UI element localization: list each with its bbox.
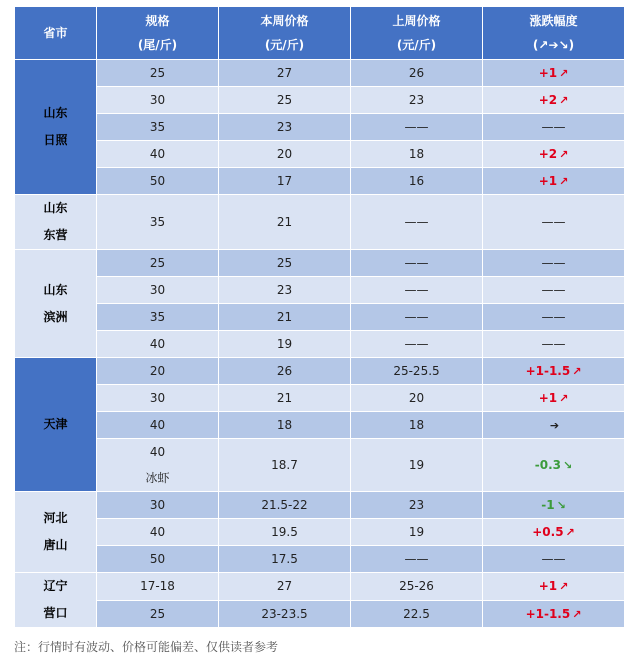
spec-cell <box>97 600 219 628</box>
spec-value: 35 <box>149 310 166 324</box>
region-name-line1: 山东 <box>43 106 68 120</box>
trend-up-icon: ↗ <box>572 365 582 378</box>
change-value: -1 <box>541 498 555 512</box>
this-week-price: 18 <box>219 412 351 439</box>
change-cell <box>483 277 625 304</box>
header-this-week-label: 本周价格 <box>260 14 309 28</box>
spec-value: 30 <box>149 93 166 107</box>
change-cell <box>483 168 625 195</box>
this-week-price: 27 <box>219 573 351 601</box>
header-change-unit: (↗➔↘) <box>532 38 575 52</box>
change-cell <box>483 60 625 87</box>
table-row <box>15 385 625 412</box>
spec-value: 40 <box>149 418 166 432</box>
table-row <box>15 519 625 546</box>
change-cell <box>483 439 625 492</box>
spec-cell <box>97 385 219 412</box>
spec-value: 25 <box>149 256 166 270</box>
table-row <box>15 250 625 277</box>
trend-up-icon: ↗ <box>572 607 582 621</box>
spec-value: 50 <box>149 174 166 188</box>
header-change <box>483 7 625 60</box>
last-week-price: 19 <box>351 439 483 492</box>
change-value: —— <box>541 337 566 351</box>
table-row <box>15 304 625 331</box>
this-week-price: 26 <box>219 358 351 385</box>
spec-value: 35 <box>149 120 166 134</box>
header-this-week <box>219 7 351 60</box>
change-value: +2 <box>538 93 558 107</box>
this-week-price: 23 <box>219 114 351 141</box>
this-week-price: 21 <box>219 195 351 250</box>
spec-value: 30 <box>149 391 166 405</box>
this-week-price: 25 <box>219 250 351 277</box>
price-table <box>14 6 625 628</box>
header-spec-label: 规格 <box>145 14 170 28</box>
this-week-price: 18.7 <box>219 439 351 492</box>
this-week-price: 21 <box>219 304 351 331</box>
table-row <box>15 195 625 250</box>
change-cell <box>483 546 625 573</box>
spec-cell <box>97 546 219 573</box>
table-row <box>15 573 625 601</box>
change-cell <box>483 519 625 546</box>
change-value: +2 <box>538 147 558 161</box>
this-week-price: 17.5 <box>219 546 351 573</box>
region-name-line1: 河北 <box>43 511 68 525</box>
this-week-price: 21 <box>219 385 351 412</box>
change-value: —— <box>541 215 566 229</box>
trend-up-icon: ↗ <box>559 94 569 107</box>
change-cell <box>483 114 625 141</box>
spec-value: 35 <box>149 215 166 229</box>
region-name-line1: 山东 <box>43 201 68 215</box>
spec-cell <box>97 60 219 87</box>
header-last-week-label: 上周价格 <box>392 14 441 28</box>
spec-value: 30 <box>149 283 166 297</box>
table-row <box>15 546 625 573</box>
table-row <box>15 60 625 87</box>
footnote: 注：行情时有波动、价格可能偏差、仅供读者参考 <box>14 640 279 654</box>
last-week-price: 26 <box>351 60 483 87</box>
spec-cell <box>97 250 219 277</box>
spec-value: 40 <box>149 147 166 161</box>
spec-cell <box>97 277 219 304</box>
last-week-price: 16 <box>351 168 483 195</box>
region-name-line2: 日照 <box>43 133 68 147</box>
change-value: —— <box>541 310 566 324</box>
table-row <box>15 412 625 439</box>
this-week-price: 27 <box>219 60 351 87</box>
last-week-price: 18 <box>351 141 483 168</box>
trend-down-icon: ↘ <box>556 499 566 512</box>
region-cell <box>15 573 97 628</box>
region-name-line1: 天津 <box>43 417 68 431</box>
change-value: +1 <box>538 174 558 188</box>
this-week-price: 23-23.5 <box>219 600 351 628</box>
last-week-price: 25-26 <box>351 573 483 601</box>
last-week-price: —— <box>351 304 483 331</box>
spec-value: 25 <box>149 66 166 80</box>
spec-cell <box>97 358 219 385</box>
spec-cell <box>97 573 219 601</box>
header-last-week <box>351 7 483 60</box>
spec-cell <box>97 519 219 546</box>
this-week-price: 25 <box>219 87 351 114</box>
trend-flat-icon: ➔ <box>549 419 560 432</box>
spec-cell <box>97 439 219 492</box>
trend-down-icon: ↘ <box>563 458 573 472</box>
change-value: —— <box>541 283 566 297</box>
trend-up-icon: ↗ <box>559 175 569 188</box>
last-week-price: —— <box>351 195 483 250</box>
change-value: —— <box>541 552 566 566</box>
table-row <box>15 600 625 628</box>
header-this-week-unit: (元/斤) <box>264 38 305 52</box>
change-cell <box>483 87 625 114</box>
change-value: +1-1.5 <box>525 364 571 378</box>
trend-up-icon: ↗ <box>559 67 569 80</box>
change-cell <box>483 385 625 412</box>
region-name-line2: 滨洲 <box>43 309 68 324</box>
spec-cell <box>97 195 219 250</box>
last-week-price: 20 <box>351 385 483 412</box>
last-week-price: 25-25.5 <box>351 358 483 385</box>
region-name-line2: 唐山 <box>43 538 68 552</box>
last-week-price: —— <box>351 250 483 277</box>
change-cell <box>483 412 625 439</box>
last-week-price: 19 <box>351 519 483 546</box>
table-row <box>15 87 625 114</box>
change-cell <box>483 600 625 628</box>
table-row <box>15 277 625 304</box>
spec-value: 40 <box>149 525 166 539</box>
change-value: —— <box>541 120 566 134</box>
trend-up-icon: ↗ <box>559 148 569 161</box>
region-cell <box>15 492 97 573</box>
spec-note: 冰虾 <box>145 471 170 485</box>
change-cell <box>483 573 625 601</box>
last-week-price: —— <box>351 331 483 358</box>
spec-cell <box>97 87 219 114</box>
change-value: +1 <box>538 579 558 594</box>
change-value: -0.3 <box>534 457 562 472</box>
region-name-line1: 山东 <box>43 282 68 297</box>
change-value: +1 <box>538 391 558 405</box>
spec-cell <box>97 141 219 168</box>
region-cell <box>15 358 97 492</box>
spec-value: 40 <box>149 337 166 351</box>
last-week-price: —— <box>351 277 483 304</box>
spec-value: 17-18 <box>140 579 175 594</box>
trend-up-icon: ↗ <box>559 580 569 594</box>
header-change-label: 涨跌幅度 <box>529 14 578 28</box>
change-cell <box>483 358 625 385</box>
table-row <box>15 331 625 358</box>
change-value: +1 <box>538 66 558 80</box>
header-province <box>15 7 97 60</box>
last-week-price: 22.5 <box>351 600 483 628</box>
last-week-price: 23 <box>351 87 483 114</box>
region-name-line2: 东营 <box>43 228 68 242</box>
table-row <box>15 439 625 492</box>
header-last-week-unit: (元/斤) <box>396 38 437 52</box>
this-week-price: 17 <box>219 168 351 195</box>
spec-cell <box>97 168 219 195</box>
last-week-price: —— <box>351 114 483 141</box>
header-province-label: 省市 <box>43 26 68 40</box>
table-row <box>15 358 625 385</box>
region-name-line2: 营口 <box>43 606 68 620</box>
region-name-line1: 辽宁 <box>43 579 68 593</box>
change-cell <box>483 331 625 358</box>
this-week-price: 20 <box>219 141 351 168</box>
trend-up-icon: ↗ <box>565 526 575 539</box>
change-cell <box>483 250 625 277</box>
spec-cell <box>97 492 219 519</box>
spec-cell <box>97 304 219 331</box>
trend-up-icon: ↗ <box>559 392 569 405</box>
this-week-price: 19.5 <box>219 519 351 546</box>
spec-value: 50 <box>149 552 166 566</box>
change-cell <box>483 195 625 250</box>
change-value: +0.5 <box>532 525 564 539</box>
spec-value: 40 <box>149 445 166 459</box>
change-cell <box>483 304 625 331</box>
region-cell <box>15 60 97 195</box>
last-week-price: 18 <box>351 412 483 439</box>
change-cell <box>483 492 625 519</box>
last-week-price: 23 <box>351 492 483 519</box>
header-spec <box>97 7 219 60</box>
spec-cell <box>97 331 219 358</box>
table-row <box>15 168 625 195</box>
this-week-price: 21.5-22 <box>219 492 351 519</box>
header-spec-unit: (尾/斤) <box>137 38 178 52</box>
this-week-price: 23 <box>219 277 351 304</box>
table-row <box>15 141 625 168</box>
table-row <box>15 492 625 519</box>
spec-cell <box>97 412 219 439</box>
region-cell <box>15 250 97 358</box>
last-week-price: —— <box>351 546 483 573</box>
spec-cell <box>97 114 219 141</box>
change-value: —— <box>541 256 566 270</box>
spec-value: 20 <box>149 364 166 378</box>
table-body <box>15 60 625 628</box>
table-row <box>15 114 625 141</box>
spec-value: 30 <box>149 498 166 512</box>
spec-value: 25 <box>149 606 166 621</box>
change-value: +1-1.5 <box>525 606 571 621</box>
table-header-row <box>15 7 625 60</box>
region-cell <box>15 195 97 250</box>
change-cell <box>483 141 625 168</box>
this-week-price: 19 <box>219 331 351 358</box>
